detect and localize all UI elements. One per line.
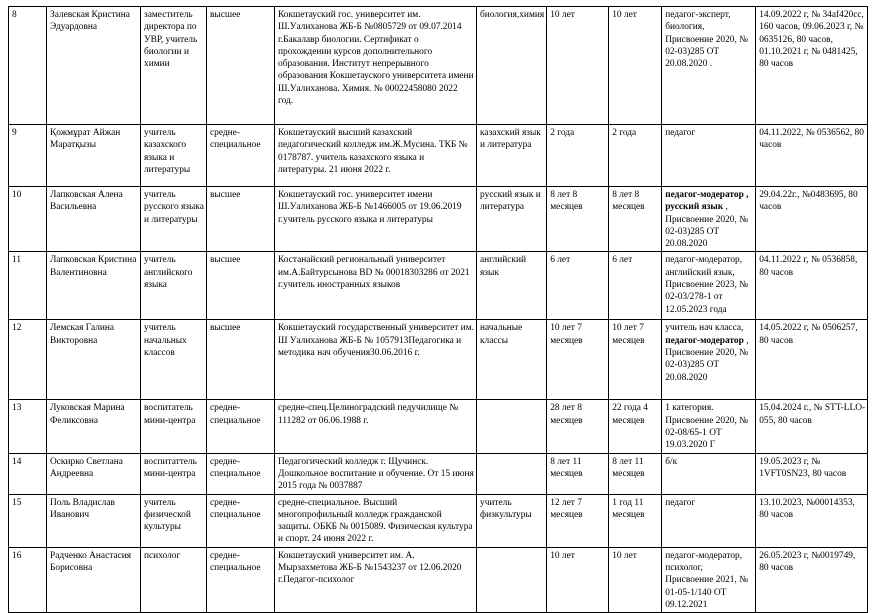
- table-row: [9, 400, 868, 453]
- education-level: средне-специальное: [207, 400, 275, 453]
- position: учитель казахского языка и литературы: [141, 125, 207, 187]
- subject: казахский язык и литература: [477, 125, 547, 187]
- subject: начальные классы: [477, 320, 547, 400]
- table-row: [9, 187, 868, 252]
- full-name: Лапковская Кристина Валентиновна: [47, 252, 141, 320]
- pedagogical-experience: 1 год 11 месяцев: [609, 494, 662, 547]
- category-rest: , Присвоение 2020, № 02-03)285 ОТ 20.08.2020: [665, 202, 749, 250]
- courses: 04.11.2022, № 0536562, 80 часов: [756, 125, 868, 187]
- full-name: Оскирко Светлана Андреевна: [47, 453, 141, 494]
- subject: учитель физкультуры: [477, 494, 547, 547]
- row-number: 9: [9, 125, 47, 187]
- category: педагог-модератор, английский язык, Присвоение 2023, № 02-03/278-1 от 12.05.2023 года: [662, 252, 756, 320]
- subject: [477, 400, 547, 453]
- subject: русский язык и литература: [477, 187, 547, 252]
- education-level: высшее: [207, 320, 275, 400]
- category-rest: , Присвоение 2020, № 02-03)285 ОТ 20.08.2020: [665, 335, 749, 383]
- institution: средне-спец.Целиноградский педучилище № 111282 от 06.06.1988 г.: [275, 400, 477, 453]
- education-level: высшее: [207, 252, 275, 320]
- row-number: 13: [9, 400, 47, 453]
- courses: 13.10.2023, №00014353, 80 часов: [756, 494, 868, 547]
- pedagogical-experience: 8 лет 8 месяцев: [609, 187, 662, 252]
- category: педагог-модератор, психолог, Присвоение 2021, № 01-05-1/140 ОТ 09.12.2021: [662, 547, 756, 612]
- education-level: высшее: [207, 187, 275, 252]
- full-name: Радченко Анастасия Борисовна: [47, 547, 141, 612]
- education-level: средне-специальное: [207, 125, 275, 187]
- institution: Кокшетауский высший казахский педагогический колледж им.Ж.Мусина. ТКБ № 0178787. учитель казахского языка и литературы. 21 июня 2022 г.: [275, 125, 477, 187]
- table-row: [9, 494, 868, 547]
- institution: Кокшетауский гос. университет им. Ш.Уалиханова ЖБ-Б №0805729 от 09.07.2014 г.Бакалавр биологии. Сертификат о прохождении курсов дополнительного образования. Институт непрерывного образования Кокшетауского университета имени Ш.Уалиханова. Химия. № 00022458080 2022 год.: [275, 7, 477, 125]
- pedagogical-experience: 10 лет: [609, 547, 662, 612]
- total-experience: 12 лет 7 месяцев: [547, 494, 609, 547]
- total-experience: 2 года: [547, 125, 609, 187]
- institution: Кокшетауский гос. университет имени Ш.Уалиханова ЖБ-Б №1466005 от 19.06.2019 г.учитель русского языка и литературы: [275, 187, 477, 252]
- courses: 15.04.2024 г., № STT-LLO-055, 80 часов: [756, 400, 868, 453]
- category: 1 категория. Присвоение 2020, № 02-08/65-1 ОТ 19.03.2020 Г: [662, 400, 756, 453]
- courses: 14.09.2022 г, № 34af420cc, 160 часов, 09.06.2023 г, № 0635126, 80 часов, 01.10.2021 г, № 0481425, 80 часов: [756, 7, 868, 125]
- table-row: [9, 547, 868, 612]
- category: педагог-эксперт, биология, Присвоение 2020, № 02-03)285 ОТ 20.08.2020 .: [662, 7, 756, 125]
- row-number: 15: [9, 494, 47, 547]
- subject: биология,химия: [477, 7, 547, 125]
- position: заместитель директора по УВР, учитель биологии и химии: [141, 7, 207, 125]
- category: педагог: [662, 125, 756, 187]
- category: [662, 187, 756, 252]
- education-level: средне-специальное: [207, 494, 275, 547]
- institution: Кокшетауский государственный университет им. Ш Уалиханова ЖБ-Б № 1057913Педагогика и методика нач обучения30.06.2016 г.: [275, 320, 477, 400]
- full-name: Поль Владислав Иванович: [47, 494, 141, 547]
- category: [662, 320, 756, 400]
- education-level: средне-специальное: [207, 453, 275, 494]
- courses: 29.04.22г., №0483695, 80 часов: [756, 187, 868, 252]
- total-experience: 10 лет 7 месяцев: [547, 320, 609, 400]
- institution: Педагогический колледж г. Щучинск. Дошкольное воспитание и обучение. От 15 июня 2015 года № 0037887: [275, 453, 477, 494]
- education-level: средне-специальное: [207, 547, 275, 612]
- subject: английский язык: [477, 252, 547, 320]
- total-experience: 10 лет: [547, 547, 609, 612]
- full-name: Лапковская Алена Васильевна: [47, 187, 141, 252]
- total-experience: 10 лет: [547, 7, 609, 125]
- courses: 14.05.2022 г, № 0506257, 80 часов: [756, 320, 868, 400]
- pedagogical-experience: 10 лет 7 месяцев: [609, 320, 662, 400]
- courses: 04.11.2022 г, № 0536858, 80 часов: [756, 252, 868, 320]
- staff-table: [8, 6, 868, 613]
- row-number: 14: [9, 453, 47, 494]
- institution: средне-специальное. Высший многопрофильный колледж гражданской защиты. ОБКБ № 0015089. Физическая культура и спорт. 24 июня 2022 г.: [275, 494, 477, 547]
- table-row: [9, 453, 868, 494]
- full-name: Залевская Кристина Эдуардовна: [47, 7, 141, 125]
- education-level: высшее: [207, 7, 275, 125]
- subject: [477, 547, 547, 612]
- row-number: 8: [9, 7, 47, 125]
- courses: 26.05.2023 г, №0019749, 80 часов: [756, 547, 868, 612]
- row-number: 11: [9, 252, 47, 320]
- position: учитель английского языка: [141, 252, 207, 320]
- category-bold: педагог-модератор , русский язык: [665, 190, 749, 213]
- category: б/к: [662, 453, 756, 494]
- position: воспитаттель мини-центра: [141, 453, 207, 494]
- total-experience: 28 лет 8 месяцев: [547, 400, 609, 453]
- row-number: 16: [9, 547, 47, 612]
- courses: 19.05.2023 г, № 1VFT0SN23, 80 часов: [756, 453, 868, 494]
- row-number: 12: [9, 320, 47, 400]
- total-experience: 6 лет: [547, 252, 609, 320]
- table-row: [9, 320, 868, 400]
- total-experience: 8 лет 8 месяцев: [547, 187, 609, 252]
- category: педагог: [662, 494, 756, 547]
- pedagogical-experience: 10 лет: [609, 7, 662, 125]
- institution: Костанайский региональный университет им.А.Байтурсынова BD № 00018303286 от 2021 г.учитель иностранных языков: [275, 252, 477, 320]
- pedagogical-experience: 8 лет 11 месяцев: [609, 453, 662, 494]
- pedagogical-experience: 22 года 4 месяцев: [609, 400, 662, 453]
- full-name: Лемская Галина Викторовна: [47, 320, 141, 400]
- subject: [477, 453, 547, 494]
- position: учитель русского языка и литературы: [141, 187, 207, 252]
- position: психолог: [141, 547, 207, 612]
- institution: Кокшетауский университет им. А. Мырзахметова ЖБ-Б №1543237 от 12.06.2020 г.Педагог-психолог: [275, 547, 477, 612]
- position: учитель начальных классов: [141, 320, 207, 400]
- category-prefix: учитель нач класса,: [665, 323, 744, 334]
- table-row: [9, 125, 868, 187]
- full-name: Луковская Марина Феликсовна: [47, 400, 141, 453]
- row-number: 10: [9, 187, 47, 252]
- pedagogical-experience: 2 года: [609, 125, 662, 187]
- total-experience: 8 лет 11 месяцев: [547, 453, 609, 494]
- pedagogical-experience: 6 лет: [609, 252, 662, 320]
- category-bold: педагог-модератор: [665, 335, 744, 346]
- full-name: Қожмұрат Айжан Маратқызы: [47, 125, 141, 187]
- table-row: [9, 252, 868, 320]
- position: воспитатель мини-центра: [141, 400, 207, 453]
- position: учитель физической культуры: [141, 494, 207, 547]
- table-row: [9, 7, 868, 125]
